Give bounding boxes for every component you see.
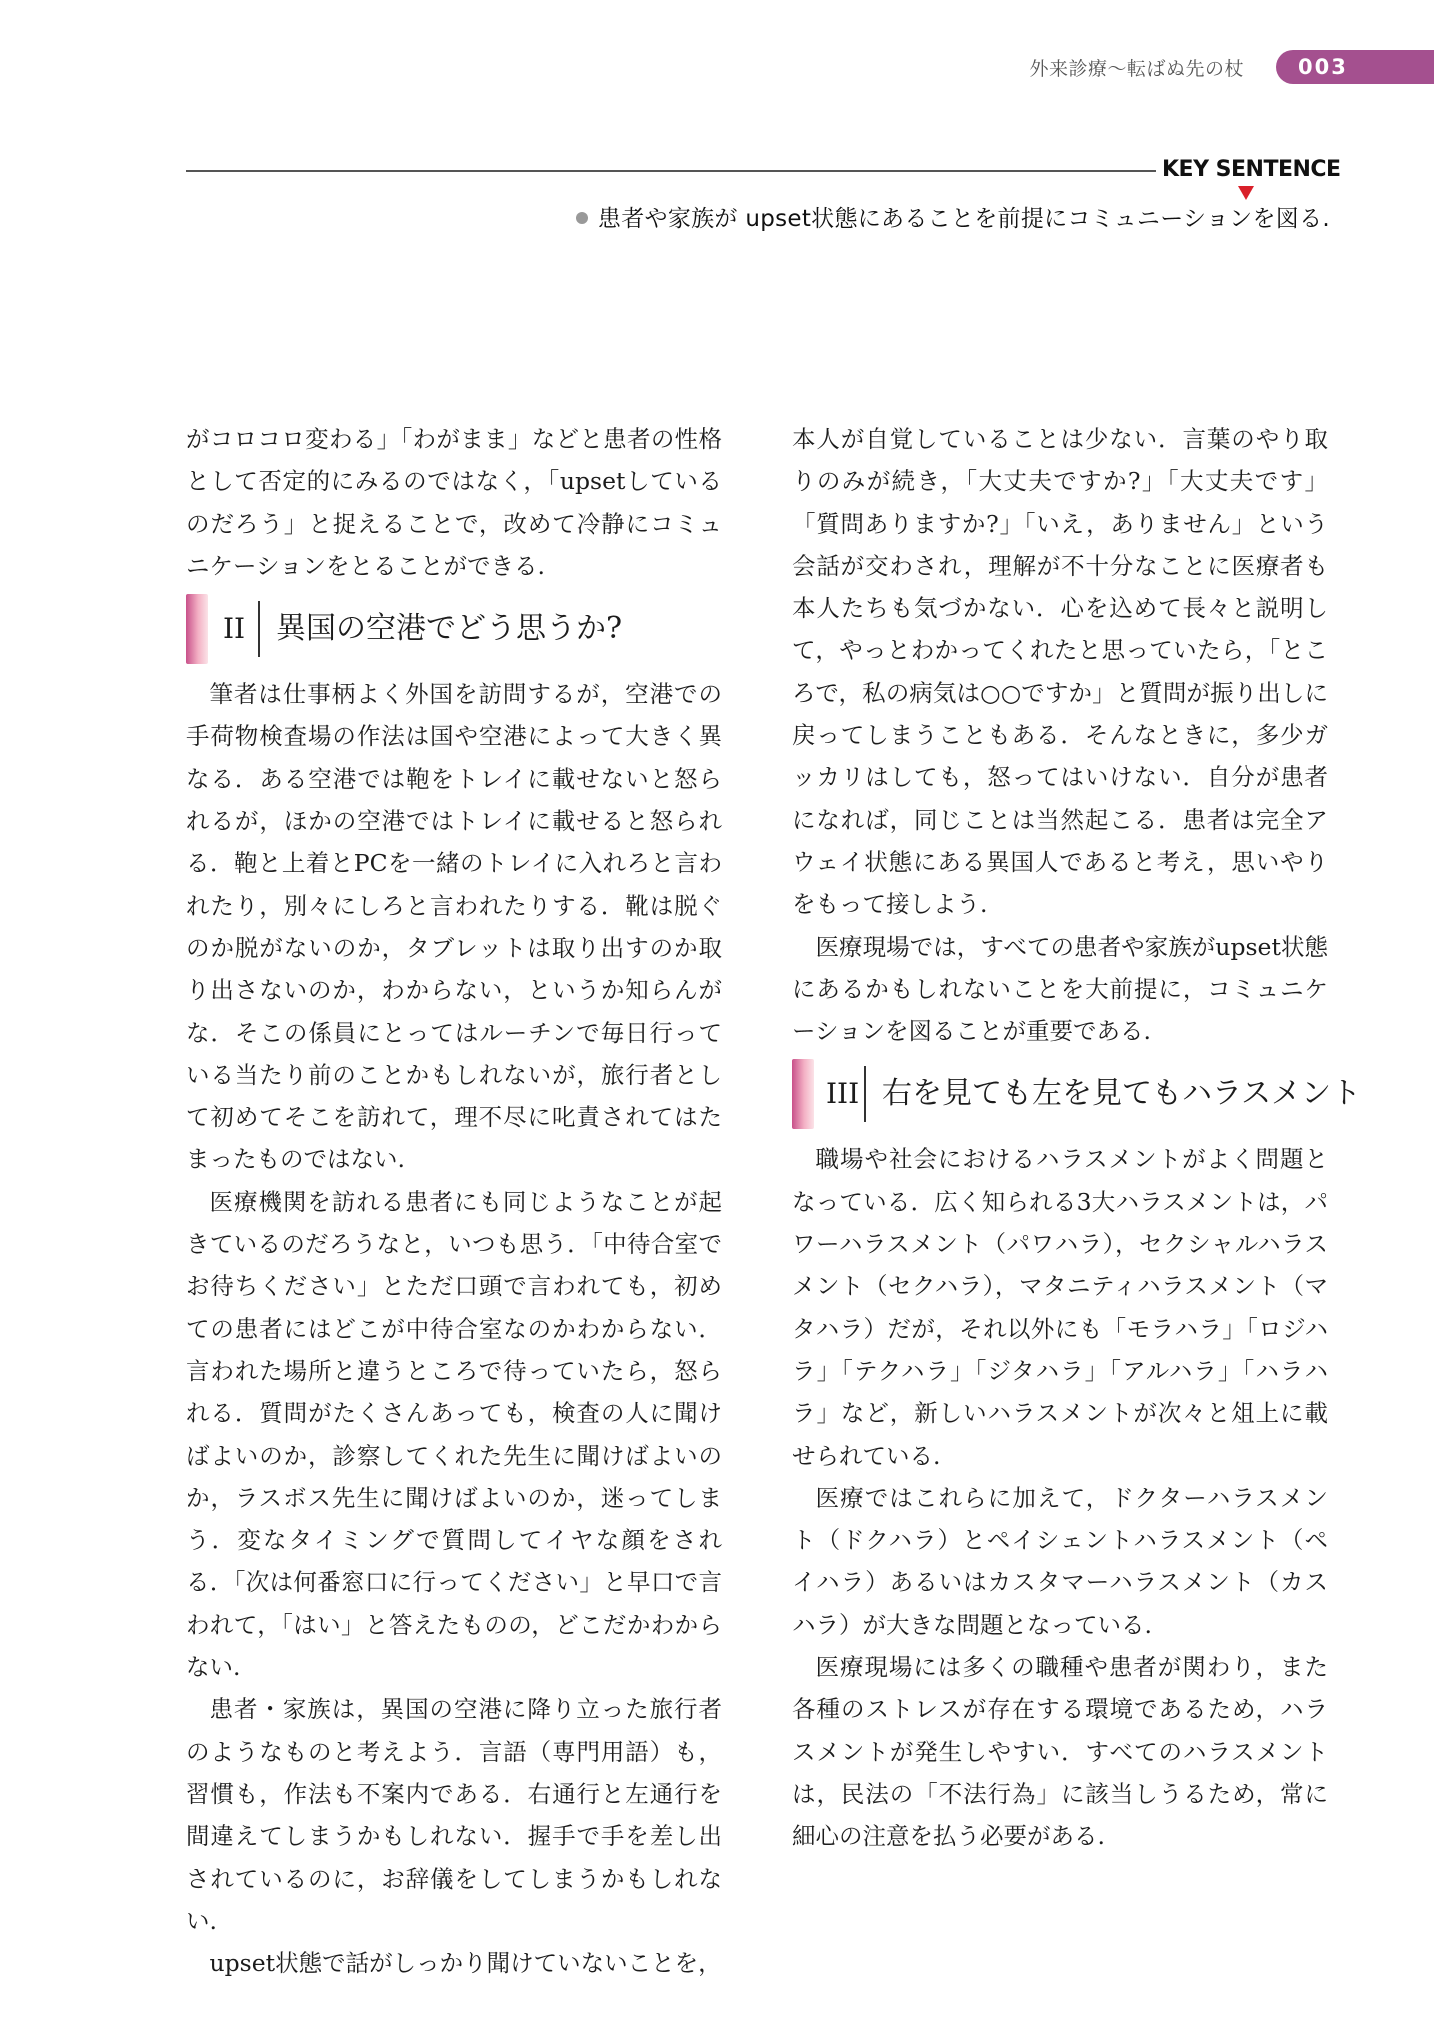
key-sentence-text: 患者や家族が upset状態にあることを前提にコミュニーションを図る. xyxy=(597,206,1330,232)
left-column xyxy=(186,418,722,1984)
section-title: 異国の空港でどう思うか? xyxy=(276,611,623,647)
key-sentence xyxy=(576,200,1330,233)
section-title: 右を見ても左を見てもハラスメント xyxy=(882,1076,1362,1112)
section-number: II xyxy=(220,601,260,657)
arrow-down-icon xyxy=(1238,186,1254,200)
paragraph: がコロコロ変わる」「わがまま」などと患者の性格として否定的にみるのではなく，「upsetしているのだろう」と捉えることで，改めて冷静にコミュニケーションをとることができる. xyxy=(186,425,722,580)
right-column xyxy=(792,418,1362,1858)
section-accent-bar xyxy=(792,1059,814,1129)
paragraph: 筆者は仕事柄よく外国を訪問するが，空港での手荷物検査場の作法は国や空港によって大きく異なる．ある空港では鞄をトレイに載せないと怒られるが，ほかの空港ではトレイに載せると怒られる．鞄と上着とPCを一緒のトレイに入れろと言われたり，別々にしろと言われたりする．靴は脱ぐのか脱がないのか，タブレットは取り出すのか取り出さないのか，わからない，というか知らんがな．そこの係員にとってはルーチンで毎日行っている当たり前のことかもしれないが，旅行者として初めてそこを訪れて，理不尽に叱責されてはたまったものではない. xyxy=(186,680,722,1174)
paragraph: 本人が自覚していることは少ない．言葉のやり取りのみが続き，「大丈夫ですか?」「大丈夫です」「質問ありますか?」「いえ，ありません」という会話が交わされ，理解が不十分なことに医療者も本人たちも気づかない．心を込めて長々と説明して，やっとわかってくれたと思っていたら，「ところで，私の病気は○○ですか」と質問が振り出しに戻ってしまうこともある．そんなときに，多少ガッカリはしても，怒ってはいけない．自分が患者になれば，同じことは当然起こる．患者は完全アウェイ状態にある異国人であると考え，思いやりをもって接しよう. xyxy=(792,425,1328,919)
paragraph: 職場や社会におけるハラスメントがよく問題となっている．広く知られる3大ハラスメントは，パワーハラスメント（パワハラ），セクシャルハラスメント（セクハラ），マタニティハラスメント（マタハラ）だが，それ以外にも「モラハラ」「ロジハラ」「テクハラ」「ジタハラ」「アルハラ」「ハラハラ」など，新しいハラスメントが次々と俎上に載せられている. xyxy=(792,1145,1328,1470)
page-number-tab xyxy=(1276,50,1434,84)
key-sentence-label: KEY SENTENCE xyxy=(1162,157,1341,182)
bullet-icon xyxy=(576,212,588,224)
page-number: 003 xyxy=(1298,55,1348,79)
running-title: 外来診療〜転ばぬ先の杖 xyxy=(1029,58,1244,80)
paragraph: 患者・家族は，異国の空港に降り立った旅行者のようなものと考えよう．言語（専門用語）も，習慣も，作法も不案内である．右通行と左通行を間違えてしまうかもしれない．握手で手を差し出されているのに，お辞儀をしてしまうかもしれない. xyxy=(186,1695,722,1935)
section-number: III xyxy=(826,1066,866,1122)
paragraph: 医療現場には多くの職種や患者が関わり，また各種のストレスが存在する環境であるため，ハラスメントが発生しやすい．すべてのハラスメントは，民法の「不法行為」に該当しうるため，常に細心の注意を払う必要がある. xyxy=(792,1653,1328,1851)
paragraph: 医療機関を訪れる患者にも同じようなことが起きているのだろうなと，いつも思う．「中待合室でお待ちください」とただ口頭で言われても，初めての患者にはどこが中待合室なのかわからない．言われた場所と違うところで待っていたら，怒られる．質問がたくさんあっても，検査の人に聞けばよいのか，診察してくれた先生に聞けばよいのか，ラスボス先生に聞けばよいのか，迷ってしまう．変なタイミングで質問してイヤな顔をされる．「次は何番窓口に行ってください」と早口で言われて，「はい」と答えたものの，どこだかわからない. xyxy=(186,1187,722,1682)
paragraph: 医療ではこれらに加えて，ドクターハラスメント（ドクハラ）とペイシェントハラスメント（ペイハラ）あるいはカスタマーハラスメント（カスハラ）が大きな問題となっている. xyxy=(792,1483,1328,1639)
paragraph: 医療現場では，すべての患者や家族がupset状態にあるかもしれないことを大前提に，コミュニケーションを図ることが重要である. xyxy=(792,932,1328,1046)
section-heading-3 xyxy=(792,1056,1362,1132)
paragraph: upset状態で話がしっかり聞けていないことを， xyxy=(209,1949,722,1978)
key-sentence-rule xyxy=(186,170,1156,172)
section-heading-2 xyxy=(186,591,722,667)
section-accent-bar xyxy=(186,594,208,664)
